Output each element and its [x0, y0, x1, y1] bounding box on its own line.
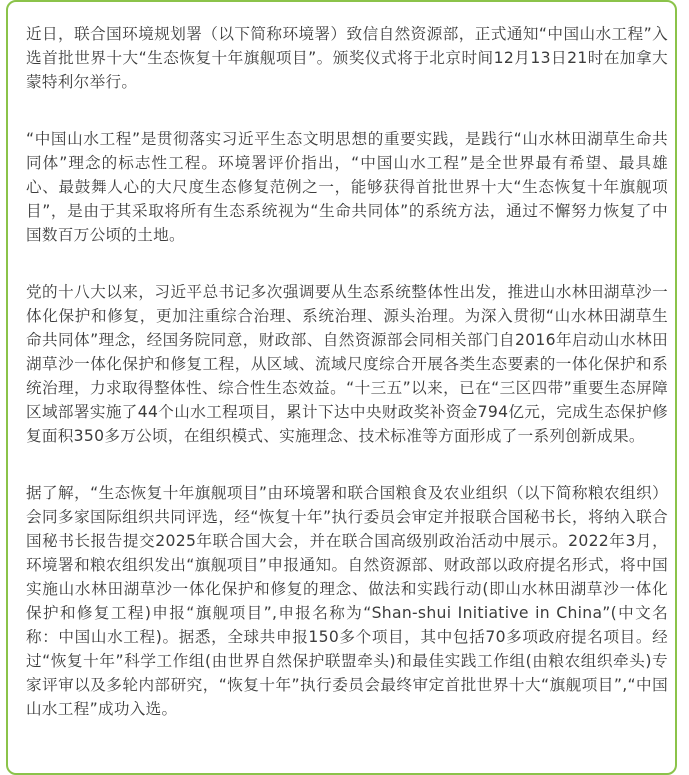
- article-paragraph-1: 近日，联合国环境规划署（以下简称环境署）致信自然资源部，正式通知“中国山水工程”入选首批世界十大“生态恢复十年旗舰项目”。颁奖仪式将于北京时间12月13日21时在加拿大蒙特利尔举行。: [26, 25, 668, 91]
- article-paragraph-4: 据了解，“生态恢复十年旗舰项目”由环境署和联合国粮食及农业组织（以下简称粮农组织）会同多家国际组织共同评选，经“恢复十年”执行委员会审定并报联合国秘书长，将纳入联合国秘书长报告提交2025年联合国大会，并在联合国高级别政治活动中展示。2022年3月，环境署和粮农组织发出“旗舰项目”申报通知。自然资源部、财政部以政府提名形式，将中国实施山水林田湖草沙一体化保护和修复的理念、做法和实践行动(即山水林田湖草沙一体化保护和修复工程)申报“旗舰项目”,申报名称为“Shan-shui Initiative in China”(中文名称：中国山水工程)。据悉，全球共申报150多个项目，其中包括70多项政府提名项目。经过“恢复十年”科学工作组(由世界自然保护联盟牵头)和最佳实践工作组(由粮农组织牵头)专家评审以及多轮内部研究，“恢复十年”执行委员会最终审定首批世界十大“旗舰项目”,“中国山水工程”成功入选。: [26, 484, 668, 718]
- article-paragraph-3: 党的十八大以来，习近平总书记多次强调要从生态系统整体性出发，推进山水林田湖草沙一体化保护和修复，更加注重综合治理、系统治理、源头治理。为深入贯彻“山水林田湖草生命共同体”理念，经国务院同意，财政部、自然资源部会同相关部门自2016年启动山水林田湖草沙一体化保护和修复工程，从区域、流域尺度综合开展各类生态要素的一体化保护和系统治理，力求取得整体性、综合性生态效益。“十三五”以来，已在“三区四带”重要生态屏障区域部署实施了44个山水工程项目，累计下达中央财政奖补资金794亿元，完成生态保护修复面积350多万公顷，在组织模式、实施理念、技术标准等方面形成了一系列创新成果。: [26, 283, 668, 445]
- article-body: [26, 22, 668, 754]
- article-paragraph-2: “中国山水工程”是贯彻落实习近平生态文明思想的重要实践，是践行“山水林田湖草生命共同体”理念的标志性工程。环境署评价指出，“中国山水工程”是全世界最有希望、最具雄心、最鼓舞人心的大尺度生态修复范例之一，能够获得首批世界十大“生态恢复十年旗舰项目”，是由于其采取将所有生态系统视为“生命共同体”的系统方法，通过不懈努力恢复了中国数百万公顷的土地。: [26, 130, 668, 244]
